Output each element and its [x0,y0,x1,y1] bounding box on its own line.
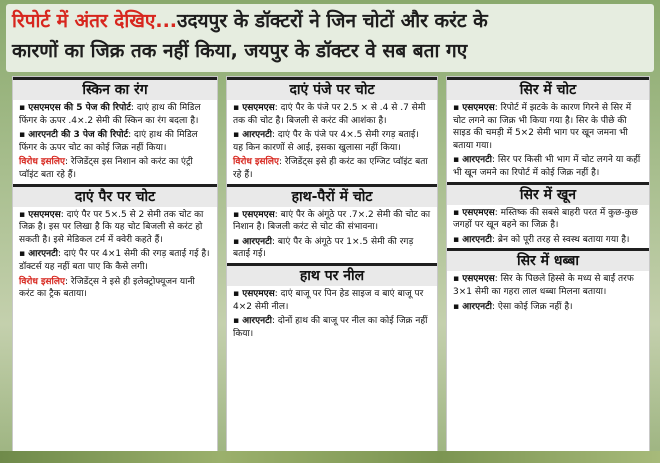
source-label: आरएनटी [28,249,58,260]
source-label: आरएनटी [462,155,492,166]
box-title: दाएं पंजे पर चोट [227,77,437,100]
sms-paragraph: ▪ एसएमएस: दाएं बाजू पर पिन हेड साइज व बाएं बाजू पर 4×2 सेमी नील। [233,288,424,312]
paragraph-text: : ऐसा कोई जिक्र नहीं है। [491,301,573,312]
sms-paragraph: ▪ एसएमएस: दाएं पैर पर 5×.5 से 2 सेमी तक चोट का जिक्र है। इस पर लिखा है कि यह चोट बिजली से करंट हो सकती है। इसे मेडिकल टर्म में क्वेरी कहते हैं। [19,209,204,245]
paragraph-text: : दोनों हाथ की बाजू पर नील का कोई जिक्र नहीं किया। [233,316,428,339]
source-label: एसएमएस [28,209,61,220]
paragraph-text: : दाएं बाजू पर पिन हेड साइज व बाएं बाजू पर 4×2 सेमी नील। [233,288,424,312]
source-label: आरएनटी की 3 पेज की रिपोर्ट [28,130,129,141]
paragraph-text: : दाएं हाथ की मिडिल फिंगर के ऊपर चोट का कोई जिक्र नहीं किया। [19,130,198,153]
rnt-paragraph: ▪ आरएनटी: ब्रेन को पूरी तरह से स्वस्थ बताया गया है। [453,234,630,245]
headline-line2: कारणों का जिक्र तक नहीं किया, जयपुर के डॉक्टर वे सब बता गए [12,40,468,62]
paragraph-text: : रेजिडेंट्स इसे ही करंट का एग्जिट प्वॉइंट बता रहे हैं। [233,157,428,180]
box-right-toe-injury [233,77,431,182]
sms-paragraph: ▪ एसएमएस: रिपोर्ट में झटके के कारण गिरने से सिर में चोट लगने का जिक्र भी किया गया है। सिर के पीछे की साइड की चमड़ी में 5×2 सेमी भाग पर खून जमना भी बताया गया। [453,103,632,151]
rnt-paragraph: ▪ आरएनटी: दोनों हाथ की बाजू पर नील का कोई जिक्र नहीं किया। [233,316,428,339]
box-title: दाएं पैर पर चोट [13,184,217,207]
source-label: एसएमएस [462,274,495,285]
protest-paragraph [233,156,431,181]
paragraph-text: : रेजिडेंट्स ने इसे ही इलेक्ट्रोफ्यूजन यानी करंट का ट्रैक बताया। [19,276,195,300]
paragraph-text: : बाएं पैर के अंगूठे पर 1×.5 सेमी की रगड़ बताई गई। [233,236,414,260]
sms-paragraph: ▪ एसएमएस: बाएं पैर के अंगूठे पर .7×.2 सेमी की चोट का निशान है। बिजली करंट से चोट की संभावना। [233,209,431,233]
protest-label: विरोध इसलिए [19,276,65,287]
rnt-paragraph: ▪ आरएनटी की 3 पेज की रिपोर्ट: दाएं हाथ की मिडिल फिंगर के ऊपर चोट का कोई जिक्र नहीं किया। [19,130,198,153]
paragraph-text: : ब्रेन को पूरी तरह से स्वस्थ बताया गया है। [491,234,630,245]
source-label: एसएमएस [242,209,275,220]
protest-paragraph [19,276,211,301]
column-right [446,76,650,453]
box-bruise-on-arm [233,263,431,340]
source-label: आरएनटी [462,301,492,312]
source-label: आरएनटी [462,234,492,245]
protest-paragraph [19,156,211,181]
paragraph-text: : दाएं हाथ की मिडिल फिंगर के ऊपर .4×.2 सेमी की स्किन का रंग बदला है। [19,103,201,126]
box-title: सिर में धब्बा [447,248,649,271]
rnt-paragraph: ▪ आरएनटी: बाएं पैर के अंगूठे पर 1×.5 सेमी की रगड़ बताई गई। [233,236,414,260]
source-label: आरएनटी [242,236,272,247]
sms-paragraph: ▪ एसएमएस: मस्तिष्क की सबसे बाहरी परत में कुछ-कुछ जगहों पर खून बहने का जिक्र है। [453,207,638,231]
source-label: एसएमएस की 5 पेज की रिपोर्ट [28,103,131,113]
source-label: आरएनटी [242,130,272,141]
headline [12,6,648,66]
paragraph-text: : दाएं पैर के पंजे पर 2.5 × से .4 से .7 सेमी तक की चोट है। बिजली से करंट की आशंका है। [233,103,426,126]
box-hand-feet-injury [233,184,431,261]
column-left [12,76,218,453]
paragraph-text: : दाएं पैर पर 5×.5 से 2 सेमी तक चोट का जिक्र है। इस पर लिखा है कि यह चोट बिजली से करंट हो सकती है। इसे मेडिकल टर्म में क्वेरी कहते हैं। [19,209,204,245]
box-head-injury [453,77,643,180]
source-label: एसएमएस [462,207,495,218]
box-right-leg-injury [19,184,211,301]
paragraph-text: : सिर पर किसी भी भाग में चोट लगने या कहीं भी खून जमने का रिपोर्ट में कोई जिक्र नहीं है। [453,155,641,178]
box-skin-color [19,77,211,182]
source-label: आरएनटी [242,316,272,327]
sms-paragraph: ▪ एसएमएस: दाएं पैर के पंजे पर 2.5 × से .4 से .7 सेमी तक की चोट है। बिजली से करंट की आशंका है। [233,103,426,126]
sms-paragraph: ▪ एसएमएस: सिर के पिछले हिस्से के मध्य से बाईं तरफ 3×1 सेमी का गहरा लाल धब्बा मिलना बताया। [453,274,634,297]
rnt-paragraph: ▪ आरएनटी: दाएं पैर पर 4×1 सेमी की रगड़ बताई गई है। डॉक्टर्स यह नहीं बता पाए कि कैसे लगी। [19,249,210,272]
box-title: सिर में चोट [447,77,649,100]
source-label: एसएमएस [242,288,275,299]
box-title: हाथ-पैरों में चोट [227,184,437,207]
paragraph-text: : दाएं पैर पर 4×1 सेमी की रगड़ बताई गई है। डॉक्टर्स यह नहीं बता पाए कि कैसे लगी। [19,249,210,272]
protest-label: विरोध इसलिए [233,157,279,168]
paragraph-text: : मस्तिष्क की सबसे बाहरी परत में कुछ-कुछ जगहों पर खून बहने का जिक्र है। [453,207,638,231]
sms-paragraph: ▪ एसएमएस की 5 पेज की रिपोर्ट: दाएं हाथ की मिडिल फिंगर के ऊपर .4×.2 सेमी की स्किन का रंग बदला है। [19,103,201,126]
source-label: एसएमएस [462,103,495,113]
box-spot-on-head [453,248,643,313]
box-blood-in-head [453,182,643,247]
paragraph-text: : बाएं पैर के अंगूठे पर .7×.2 सेमी की चोट का निशान है। बिजली करंट से चोट की संभावना। [233,209,431,233]
rnt-paragraph: ▪ आरएनटी: सिर पर किसी भी भाग में चोट लगने या कहीं भी खून जमने का रिपोर्ट में कोई जिक्र नहीं है। [453,155,641,178]
paragraph-text: : रेजिडेंट्स इस निशान को करंट का एंट्री प्वॉइंट बता रहे हैं। [19,157,193,180]
rnt-paragraph: ▪ आरएनटी: ऐसा कोई जिक्र नहीं है। [453,301,573,312]
grass-background [0,451,660,463]
box-title: हाथ पर नील [227,263,437,286]
source-label: एसएमएस [242,103,275,113]
rnt-paragraph: ▪ आरएनटी: दाएं पैर के पंजे पर 4×.5 सेमी रगड़ बताई। यह किन कारणों से आई, इसका खुलासा नहीं किया। [233,130,419,153]
box-title: सिर में खून [447,182,649,205]
box-title: स्किन का रंग [13,77,217,100]
headline-line1-rest: उदयपुर के डॉक्टरों ने जिन चोटों और करंट के [177,10,488,32]
paragraph-text: : सिर के पिछले हिस्से के मध्य से बाईं तरफ 3×1 सेमी का गहरा लाल धब्बा मिलना बताया। [453,274,634,297]
paragraph-text: : दाएं पैर के पंजे पर 4×.5 सेमी रगड़ बताई। यह किन कारणों से आई, इसका खुलासा नहीं किया। [233,130,419,153]
paragraph-text: : रिपोर्ट में झटके के कारण गिरने से सिर में चोट लगने का जिक्र भी किया गया है। सिर के पीछे की साइड की चमड़ी में 5×2 सेमी भाग पर खून जमना भी बताया गया। [453,103,632,151]
headline-highlight: रिपोर्ट में अंतर देखिए... [12,10,178,32]
protest-label: विरोध इसलिए [19,157,65,168]
column-middle [226,76,438,453]
